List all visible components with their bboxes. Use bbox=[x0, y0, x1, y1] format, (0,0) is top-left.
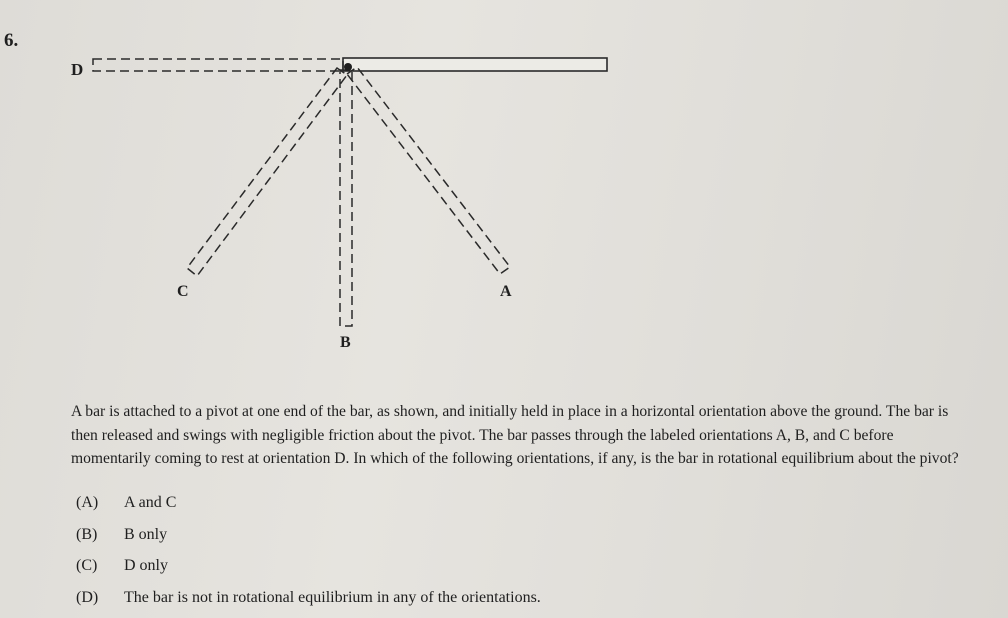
choice-d-text: The bar is not in rotational equilibrium in any of the orientations. bbox=[124, 589, 541, 606]
bar-orientation-c bbox=[187, 68, 347, 276]
choice-b-letter: (B) bbox=[76, 526, 98, 543]
choice-b-text: B only bbox=[124, 526, 168, 543]
choice-c-text: D only bbox=[124, 557, 168, 574]
choice-a-letter: (A) bbox=[76, 494, 99, 511]
choice-c-letter: (C) bbox=[76, 557, 98, 574]
choice-d[interactable] bbox=[76, 589, 541, 607]
choice-c[interactable] bbox=[76, 557, 168, 575]
label-b: B bbox=[340, 334, 351, 351]
bar-orientation-a bbox=[347, 67, 510, 274]
bar-orientation-d bbox=[93, 59, 343, 71]
label-d: D bbox=[71, 60, 84, 79]
choice-a-text: A and C bbox=[124, 494, 177, 511]
choice-d-letter: (D) bbox=[76, 589, 99, 606]
question-stem: A bar is attached to a pivot at one end of the bar, as shown, and initially held in place in a horizontal orientation above the ground. The bar is then released and swings with negligible friction about the pivot. The bar passes through the labeled orientations A, B, and C before momentarily coming to rest at orientation D. In which of the following orientations, if any, is the bar in rotational equilibrium about the pivot? bbox=[71, 403, 959, 467]
label-c: C bbox=[177, 283, 189, 300]
question-number: 6. bbox=[4, 30, 19, 51]
bar-initial-horizontal bbox=[343, 58, 607, 71]
label-a: A bbox=[500, 283, 512, 300]
bar-orientation-b bbox=[340, 70, 352, 326]
choice-b[interactable] bbox=[76, 526, 167, 544]
pivot-point bbox=[344, 63, 352, 71]
choice-a[interactable] bbox=[76, 494, 176, 512]
